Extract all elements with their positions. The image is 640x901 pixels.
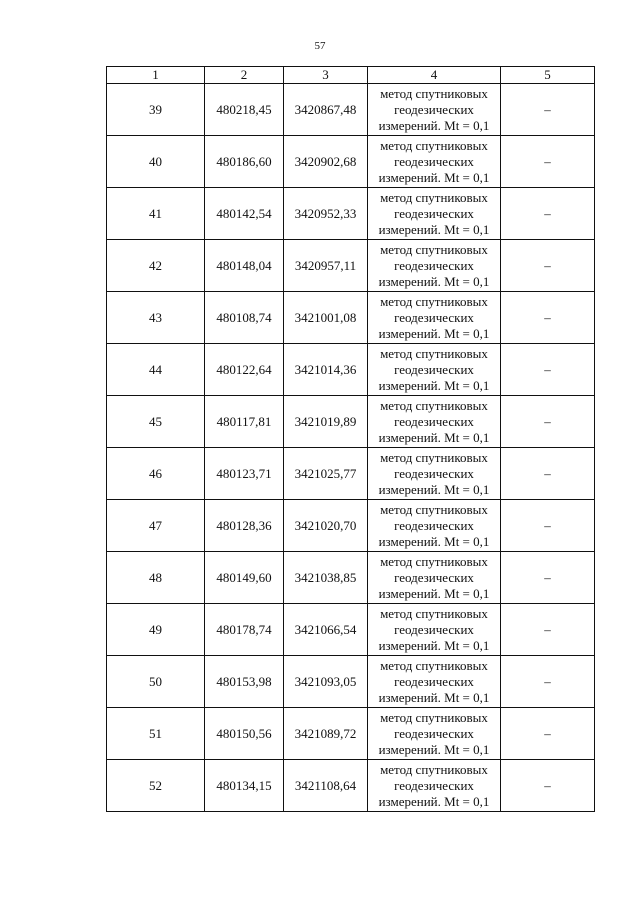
point-number: 39 (107, 84, 205, 136)
point-number: 43 (107, 292, 205, 344)
coordinate-x: 480142,54 (205, 188, 284, 240)
point-number: 49 (107, 604, 205, 656)
method-line-3: измерений. Mt = 0,1 (378, 273, 490, 289)
method-line-3: измерений. Mt = 0,1 (378, 117, 490, 133)
column-5-value: – (501, 656, 595, 708)
method-line-2: геодезических (394, 101, 474, 117)
point-number: 45 (107, 396, 205, 448)
method-line-3: измерений. Mt = 0,1 (378, 325, 490, 341)
coordinate-x: 480123,71 (205, 448, 284, 500)
point-number: 44 (107, 344, 205, 396)
column-5-value: – (501, 188, 595, 240)
coordinate-x: 480149,60 (205, 552, 284, 604)
table-row (107, 760, 595, 812)
method-line-3: измерений. Mt = 0,1 (378, 169, 490, 185)
coordinate-y: 3421066,54 (284, 604, 368, 656)
method-line-3: измерений. Mt = 0,1 (378, 377, 490, 393)
table-body (107, 84, 595, 812)
method-line-2: геодезических (394, 153, 474, 169)
coordinate-y: 3420902,68 (284, 136, 368, 188)
method-line-1: метод спутниковых (380, 449, 488, 465)
column-5-value: – (501, 760, 595, 812)
table-row (107, 656, 595, 708)
point-number: 46 (107, 448, 205, 500)
method-description (368, 84, 501, 136)
header-col-5: 5 (501, 67, 595, 84)
column-5-value: – (501, 604, 595, 656)
coordinate-x: 480117,81 (205, 396, 284, 448)
method-description (368, 396, 501, 448)
point-number: 41 (107, 188, 205, 240)
column-5-value: – (501, 344, 595, 396)
coordinate-x: 480186,60 (205, 136, 284, 188)
coordinate-x: 480134,15 (205, 760, 284, 812)
coordinate-y: 3421025,77 (284, 448, 368, 500)
column-5-value: – (501, 292, 595, 344)
point-number: 40 (107, 136, 205, 188)
header-col-2: 2 (205, 67, 284, 84)
method-line-2: геодезических (394, 621, 474, 637)
method-line-2: геодезических (394, 413, 474, 429)
method-line-1: метод спутниковых (380, 709, 488, 725)
table-row (107, 396, 595, 448)
method-line-3: измерений. Mt = 0,1 (378, 637, 490, 653)
coordinate-y: 3421020,70 (284, 500, 368, 552)
header-col-4: 4 (368, 67, 501, 84)
page-number: 57 (314, 40, 326, 52)
method-description (368, 188, 501, 240)
method-line-2: геодезических (394, 361, 474, 377)
table-row (107, 344, 595, 396)
coordinate-y: 3421108,64 (284, 760, 368, 812)
coordinate-y: 3421019,89 (284, 396, 368, 448)
method-description (368, 448, 501, 500)
table-row (107, 604, 595, 656)
coordinate-x: 480108,74 (205, 292, 284, 344)
method-line-1: метод спутниковых (380, 85, 488, 101)
coordinate-y: 3420867,48 (284, 84, 368, 136)
method-line-2: геодезических (394, 517, 474, 533)
method-line-1: метод спутниковых (380, 605, 488, 621)
column-5-value: – (501, 448, 595, 500)
method-line-2: геодезических (394, 673, 474, 689)
table-row (107, 708, 595, 760)
column-5-value: – (501, 500, 595, 552)
method-line-3: измерений. Mt = 0,1 (378, 741, 490, 757)
coordinate-x: 480122,64 (205, 344, 284, 396)
method-description (368, 292, 501, 344)
point-number: 42 (107, 240, 205, 292)
method-line-3: измерений. Mt = 0,1 (378, 429, 490, 445)
point-number: 52 (107, 760, 205, 812)
table-row (107, 292, 595, 344)
method-line-2: геодезических (394, 569, 474, 585)
method-line-1: метод спутниковых (380, 189, 488, 205)
method-description (368, 552, 501, 604)
method-description (368, 760, 501, 812)
method-line-1: метод спутниковых (380, 241, 488, 257)
header-row (107, 67, 595, 84)
point-number: 48 (107, 552, 205, 604)
column-5-value: – (501, 552, 595, 604)
coordinate-y: 3420957,11 (284, 240, 368, 292)
coordinate-y: 3421014,36 (284, 344, 368, 396)
method-line-1: метод спутниковых (380, 397, 488, 413)
coordinates-table (106, 66, 595, 812)
coordinate-x: 480128,36 (205, 500, 284, 552)
method-line-1: метод спутниковых (380, 761, 488, 777)
method-line-1: метод спутниковых (380, 293, 488, 309)
method-line-1: метод спутниковых (380, 137, 488, 153)
table-row (107, 136, 595, 188)
method-description (368, 604, 501, 656)
method-line-3: измерений. Mt = 0,1 (378, 585, 490, 601)
column-5-value: – (501, 136, 595, 188)
method-line-2: геодезических (394, 257, 474, 273)
method-line-1: метод спутниковых (380, 553, 488, 569)
table-row (107, 240, 595, 292)
column-5-value: – (501, 396, 595, 448)
table-row (107, 500, 595, 552)
point-number: 47 (107, 500, 205, 552)
table-row (107, 552, 595, 604)
header-col-1: 1 (107, 67, 205, 84)
coordinate-y: 3420952,33 (284, 188, 368, 240)
method-description (368, 708, 501, 760)
coordinate-y: 3421001,08 (284, 292, 368, 344)
table-row (107, 84, 595, 136)
method-line-2: геодезических (394, 205, 474, 221)
coordinate-x: 480150,56 (205, 708, 284, 760)
method-line-3: измерений. Mt = 0,1 (378, 481, 490, 497)
coordinate-y: 3421093,05 (284, 656, 368, 708)
method-line-3: измерений. Mt = 0,1 (378, 221, 490, 237)
table-row (107, 448, 595, 500)
coordinate-x: 480178,74 (205, 604, 284, 656)
table-row (107, 188, 595, 240)
coordinate-y: 3421038,85 (284, 552, 368, 604)
coordinate-x: 480148,04 (205, 240, 284, 292)
method-line-2: геодезических (394, 725, 474, 741)
method-line-3: измерений. Mt = 0,1 (378, 533, 490, 549)
method-line-2: геодезических (394, 777, 474, 793)
method-line-1: метод спутниковых (380, 657, 488, 673)
method-description (368, 656, 501, 708)
column-5-value: – (501, 84, 595, 136)
method-line-1: метод спутниковых (380, 345, 488, 361)
header-col-3: 3 (284, 67, 368, 84)
method-line-2: геодезических (394, 309, 474, 325)
method-line-3: измерений. Mt = 0,1 (378, 689, 490, 705)
column-5-value: – (501, 240, 595, 292)
point-number: 51 (107, 708, 205, 760)
column-5-value: – (501, 708, 595, 760)
method-description (368, 500, 501, 552)
method-description (368, 344, 501, 396)
coordinate-y: 3421089,72 (284, 708, 368, 760)
method-line-2: геодезических (394, 465, 474, 481)
point-number: 50 (107, 656, 205, 708)
coordinate-x: 480153,98 (205, 656, 284, 708)
method-line-3: измерений. Mt = 0,1 (378, 793, 490, 809)
coordinate-x: 480218,45 (205, 84, 284, 136)
table-header (107, 67, 595, 84)
method-description (368, 240, 501, 292)
method-description (368, 136, 501, 188)
method-line-1: метод спутниковых (380, 501, 488, 517)
